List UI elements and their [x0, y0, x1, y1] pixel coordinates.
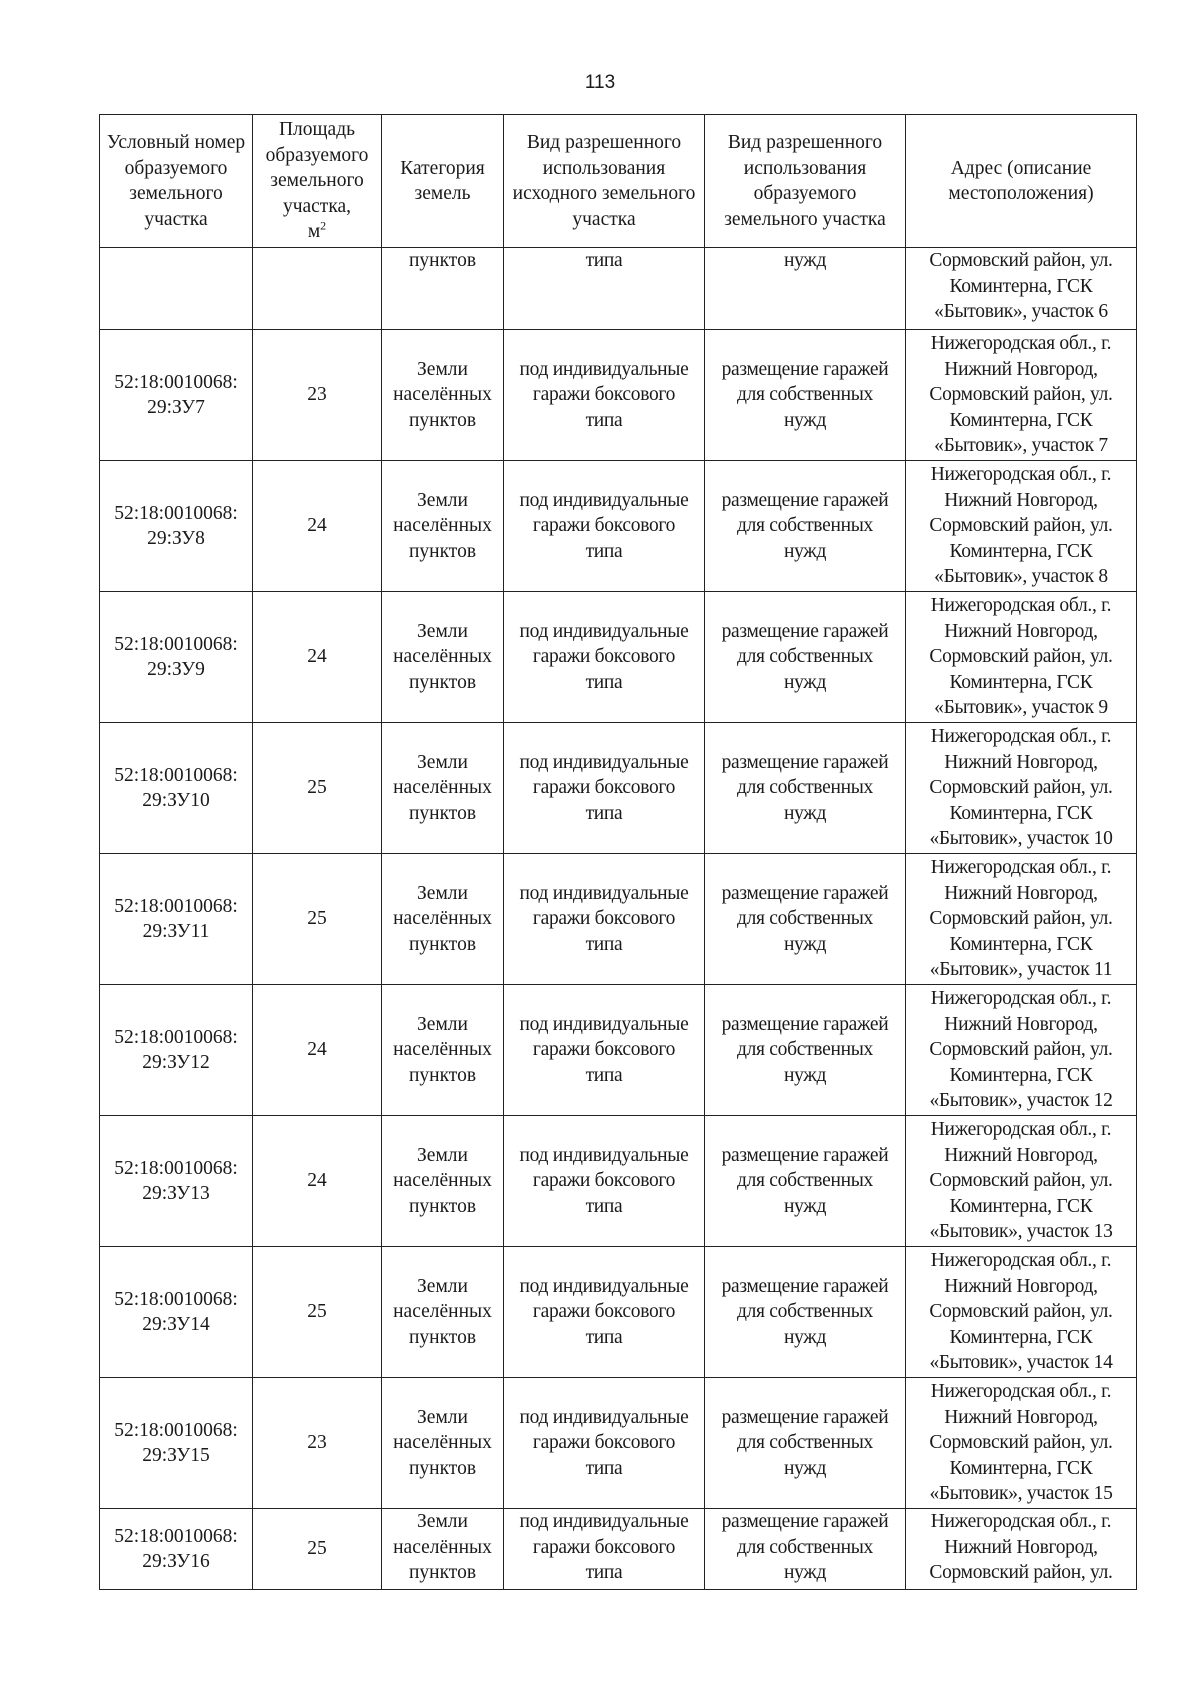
table-row [100, 854, 1137, 985]
cell-address: Нижегородская обл., г. Нижний Новгород, Сормовский район, ул. Коминтерна, ГСК «Бытовик», участок 15 [906, 1378, 1137, 1509]
table-row-last [100, 1509, 1137, 1590]
cell-address: Нижегородская обл., г. Нижний Новгород, Сормовский район, ул. Коминтерна, ГСК «Бытовик», участок 13 [906, 1116, 1137, 1247]
cell-use-target: размещение гаражей для собственных нужд [705, 461, 906, 592]
cell-use-target: размещение гаражей для собственных нужд [705, 985, 906, 1116]
cell-category: Земли населённых пунктов [382, 592, 504, 723]
cell-area: 24 [253, 461, 382, 592]
cell-use-source: под индивидуальные гаражи боксового типа [504, 1378, 705, 1509]
cell-category: пунктов [382, 248, 504, 330]
cell-category: Земли населённых пунктов [382, 1116, 504, 1247]
header-area-unit: м [307, 221, 321, 243]
table-row [100, 1378, 1137, 1509]
cell-number: 52:18:0010068: 29:ЗУ10 [100, 723, 253, 854]
cell-category: Земли населённых пунктов [382, 854, 504, 985]
cell-category: Земли населённых пунктов [382, 461, 504, 592]
cell-category: Земли населённых пунктов [382, 330, 504, 461]
table-row [100, 723, 1137, 854]
cell-number: 52:18:0010068: 29:ЗУ14 [100, 1247, 253, 1378]
cell-address: Сормовский район, ул. Коминтерна, ГСК «Бытовик», участок 6 [906, 248, 1137, 330]
header-area-unit-sup: 2 [320, 218, 327, 233]
cell-number: 52:18:0010068: 29:ЗУ9 [100, 592, 253, 723]
cell-area [253, 248, 382, 330]
cell-number: 52:18:0010068: 29:ЗУ13 [100, 1116, 253, 1247]
cell-use-target: размещение гаражей для собственных нужд [705, 1247, 906, 1378]
header-category: Категория земель [382, 115, 504, 248]
cell-use-source: типа [504, 248, 705, 330]
cell-use-target: размещение гаражей для собственных нужд [705, 1378, 906, 1509]
cell-use-source: под индивидуальные гаражи боксового типа [504, 1247, 705, 1378]
header-use-source: Вид разрешенного использования исходного земельного участка [504, 115, 705, 248]
header-area-label: Площадь образуемого земельного участка, [265, 119, 369, 217]
cell-area: 25 [253, 1247, 382, 1378]
cell-use-source: под индивидуальные гаражи боксового типа [504, 985, 705, 1116]
cell-address: Нижегородская обл., г. Нижний Новгород, Сормовский район, ул. Коминтерна, ГСК «Бытовик», участок 8 [906, 461, 1137, 592]
table-row [100, 1116, 1137, 1247]
cell-category: Земли населённых пунктов [382, 985, 504, 1116]
cell-use-source: под индивидуальные гаражи боксового типа [504, 330, 705, 461]
header-area [253, 115, 382, 248]
cell-category: Земли населённых пунктов [382, 1509, 504, 1590]
header-use-target: Вид разрешенного использования образуемого земельного участка [705, 115, 906, 248]
header-address: Адрес (описание местоположения) [906, 115, 1137, 248]
table-row-continuation [100, 248, 1137, 330]
cell-address: Нижегородская обл., г. Нижний Новгород, Сормовский район, ул. Коминтерна, ГСК «Бытовик», участок 12 [906, 985, 1137, 1116]
cell-use-source: под индивидуальные гаражи боксового типа [504, 461, 705, 592]
cell-area: 24 [253, 1116, 382, 1247]
table-row [100, 330, 1137, 461]
cell-number [100, 248, 253, 330]
cell-address: Нижегородская обл., г. Нижний Новгород, Сормовский район, ул. [906, 1509, 1137, 1590]
cell-number: 52:18:0010068: 29:ЗУ12 [100, 985, 253, 1116]
cell-area: 23 [253, 330, 382, 461]
cell-use-target: нужд [705, 248, 906, 330]
cell-category: Земли населённых пунктов [382, 1247, 504, 1378]
cell-address: Нижегородская обл., г. Нижний Новгород, Сормовский район, ул. Коминтерна, ГСК «Бытовик», участок 14 [906, 1247, 1137, 1378]
table-header [100, 115, 1137, 248]
cell-use-target: размещение гаражей для собственных нужд [705, 330, 906, 461]
cell-address: Нижегородская обл., г. Нижний Новгород, Сормовский район, ул. Коминтерна, ГСК «Бытовик», участок 11 [906, 854, 1137, 985]
cell-area: 23 [253, 1378, 382, 1509]
cell-address: Нижегородская обл., г. Нижний Новгород, Сормовский район, ул. Коминтерна, ГСК «Бытовик», участок 10 [906, 723, 1137, 854]
header-number: Условный номер образуемого земельного участка [100, 115, 253, 248]
cell-use-source: под индивидуальные гаражи боксового типа [504, 1116, 705, 1247]
table-body [100, 248, 1137, 1590]
cell-number: 52:18:0010068: 29:ЗУ16 [100, 1509, 253, 1590]
table-row [100, 1247, 1137, 1378]
land-plots-table [99, 114, 1137, 1590]
cell-use-target: размещение гаражей для собственных нужд [705, 1509, 906, 1590]
cell-number: 52:18:0010068: 29:ЗУ7 [100, 330, 253, 461]
cell-use-target: размещение гаражей для собственных нужд [705, 1116, 906, 1247]
cell-category: Земли населённых пунктов [382, 1378, 504, 1509]
cell-number: 52:18:0010068: 29:ЗУ11 [100, 854, 253, 985]
cell-area: 25 [253, 854, 382, 985]
cell-use-target: размещение гаражей для собственных нужд [705, 723, 906, 854]
cell-use-target: размещение гаражей для собственных нужд [705, 854, 906, 985]
cell-category: Земли населённых пунктов [382, 723, 504, 854]
cell-area: 24 [253, 985, 382, 1116]
cell-use-source: под индивидуальные гаражи боксового типа [504, 1509, 705, 1590]
cell-number: 52:18:0010068: 29:ЗУ15 [100, 1378, 253, 1509]
cell-area: 25 [253, 723, 382, 854]
table-row [100, 461, 1137, 592]
cell-address: Нижегородская обл., г. Нижний Новгород, Сормовский район, ул. Коминтерна, ГСК «Бытовик», участок 7 [906, 330, 1137, 461]
cell-use-source: под индивидуальные гаражи боксового типа [504, 592, 705, 723]
cell-use-source: под индивидуальные гаражи боксового типа [504, 723, 705, 854]
cell-use-source: под индивидуальные гаражи боксового типа [504, 854, 705, 985]
cell-number: 52:18:0010068: 29:ЗУ8 [100, 461, 253, 592]
table-row [100, 985, 1137, 1116]
table-row [100, 592, 1137, 723]
page-number: 113 [584, 72, 616, 93]
cell-area: 24 [253, 592, 382, 723]
cell-use-target: размещение гаражей для собственных нужд [705, 592, 906, 723]
cell-address: Нижегородская обл., г. Нижний Новгород, Сормовский район, ул. Коминтерна, ГСК «Бытовик», участок 9 [906, 592, 1137, 723]
cell-area: 25 [253, 1509, 382, 1590]
